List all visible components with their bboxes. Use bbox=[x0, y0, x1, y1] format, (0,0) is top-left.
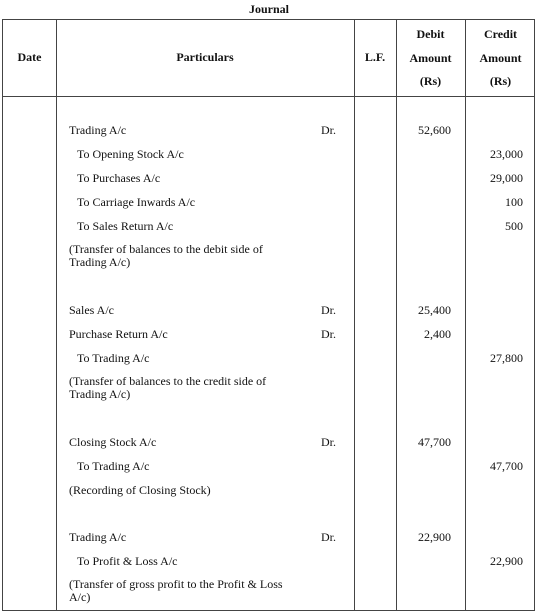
debit-amount: 52,600 bbox=[418, 123, 451, 137]
credit-amount: 27,800 bbox=[490, 351, 523, 365]
particular-credit-account: To Carriage Inwards A/c bbox=[77, 195, 196, 209]
particular-credit-account: To Purchases A/c bbox=[77, 171, 161, 185]
header-debit-line3: (Rs) bbox=[419, 74, 442, 88]
dr-marker: Dr. bbox=[321, 327, 336, 341]
narration: (Transfer of gross profit to the Profit & Loss A/c) bbox=[69, 577, 283, 604]
column-divider bbox=[354, 20, 355, 610]
credit-amount: 29,000 bbox=[490, 171, 523, 185]
particular-credit-account: To Profit & Loss A/c bbox=[77, 554, 178, 568]
header-credit-line3: (Rs) bbox=[489, 74, 512, 88]
particular-credit-account: To Trading A/c bbox=[77, 459, 150, 473]
header-date: Date bbox=[17, 50, 42, 64]
header-debit-line2: Amount bbox=[409, 51, 452, 65]
particular-debit-account: Purchase Return A/c bbox=[69, 327, 168, 341]
dr-marker: Dr. bbox=[321, 435, 336, 449]
header-credit-line1: Credit bbox=[483, 27, 518, 41]
debit-amount: 22,900 bbox=[418, 530, 451, 544]
narration: (Transfer of balances to the credit side of Trading A/c) bbox=[69, 374, 267, 401]
particular-credit-account: To Opening Stock A/c bbox=[77, 147, 184, 161]
credit-amount: 500 bbox=[505, 219, 523, 233]
debit-amount: 2,400 bbox=[424, 327, 451, 341]
header-credit-line2: Amount bbox=[479, 51, 522, 65]
header-debit-line1: Debit bbox=[416, 27, 445, 41]
dr-marker: Dr. bbox=[321, 303, 336, 317]
credit-amount: 100 bbox=[505, 195, 523, 209]
debit-amount: 47,700 bbox=[418, 435, 451, 449]
header-divider bbox=[3, 96, 534, 97]
particular-debit-account: Trading A/c bbox=[69, 123, 127, 137]
dr-marker: Dr. bbox=[321, 530, 336, 544]
narration: (Transfer of balances to the debit side of Trading A/c) bbox=[69, 242, 263, 269]
debit-amount: 25,400 bbox=[418, 303, 451, 317]
column-divider bbox=[56, 20, 57, 610]
journal-table bbox=[2, 19, 535, 611]
particular-debit-account: Closing Stock A/c bbox=[69, 435, 157, 449]
credit-amount: 23,000 bbox=[490, 147, 523, 161]
particular-credit-account: To Sales Return A/c bbox=[77, 219, 174, 233]
column-divider bbox=[465, 20, 466, 610]
credit-amount: 22,900 bbox=[490, 554, 523, 568]
particular-debit-account: Trading A/c bbox=[69, 530, 127, 544]
particular-debit-account: Sales A/c bbox=[69, 303, 114, 317]
credit-amount: 47,700 bbox=[490, 459, 523, 473]
header-lf: L.F. bbox=[364, 50, 386, 64]
header-particulars: Particulars bbox=[176, 50, 234, 64]
particular-credit-account: To Trading A/c bbox=[77, 351, 150, 365]
journal-title: Journal bbox=[248, 2, 289, 16]
narration: (Recording of Closing Stock) bbox=[69, 483, 211, 497]
dr-marker: Dr. bbox=[321, 123, 336, 137]
